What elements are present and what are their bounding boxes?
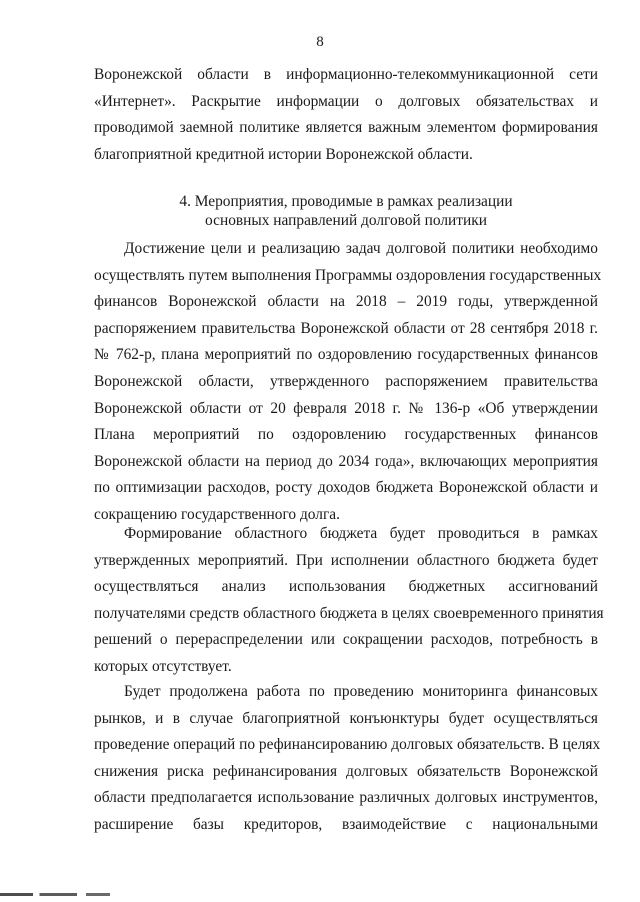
text-line: решений о перераспределении или сокращении расходов, потребность в [94,631,598,649]
text-line: благоприятной кредитной истории Воронежской области. [94,145,473,163]
text-line: Плана мероприятий по оздоровлению государственных финансов [94,426,598,444]
text-line: Воронежской области от 20 февраля 2018 г. № 136-р «Об утверждении [94,399,598,417]
scan-edge-mark [0,893,110,896]
paragraph-3 [94,679,601,839]
text-line: финансов Воронежской области на 2018 – 2019 годы, утвержденной [94,293,598,311]
text-line: получателями средств областного бюджета в целях своевременного принятия [94,604,604,622]
text-line: снижения риска рефинансирования долговых обязательств Воронежской [94,762,598,780]
text-line: области предполагается использование различных долговых инструментов, [94,789,598,807]
text-line: расширение базы кредиторов, взаимодействие с национальными [94,815,598,833]
text-line: осуществлять путем выполнения Программы оздоровления государственных [94,266,602,284]
paragraph-2 [94,521,604,681]
text-line: сокращению государственного долга. [94,505,340,523]
text-line: Достижение цели и реализацию задач долговой политики необходимо [124,240,598,257]
text-line: осуществляться анализ использования бюджетных ассигнований [94,578,598,596]
text-line: рынков, и в случае благоприятной конъюнктуры будет осуществляться [94,709,598,727]
text-line: Воронежской области, утвержденного распоряжением правительства [94,372,598,390]
text-line: № 762-р, плана мероприятий по оздоровлению государственных финансов [94,346,598,364]
heading-line: основных направлений долговой политики [205,212,487,229]
text-line: Воронежской области на период до 2034 года», включающих мероприятия [94,452,598,470]
text-line: Будет продолжена работа по проведению мониторинга финансовых [124,683,598,700]
text-line: проводимой заемной политике является важным элементом формирования [94,119,598,137]
page-number: 8 [316,34,324,50]
text-line: «Интернет». Раскрытие информации о долговых обязательствах и [94,92,598,110]
text-line: по оптимизации расходов, росту доходов бюджета Воронежской области и [94,479,598,497]
section-heading [94,192,598,230]
text-line: Воронежской области в информационно-телекоммуникационной сети [94,66,598,83]
text-line: которых отсутствует. [94,657,232,675]
text-line: утвержденных мероприятий. При исполнении областного бюджета будет [94,551,598,569]
paragraph-1 [94,236,602,529]
text-line: Формирование областного бюджета будет проводиться в рамках [124,525,598,542]
intro-paragraph [94,62,598,168]
text-line: распоряжением правительства Воронежской области от 28 сентября 2018 г. [94,319,598,337]
heading-line: 4. Мероприятия, проводимые в рамках реализации [179,193,513,210]
text-line: проведение операций по рефинансированию долговых обязательств. В целях [94,736,601,754]
